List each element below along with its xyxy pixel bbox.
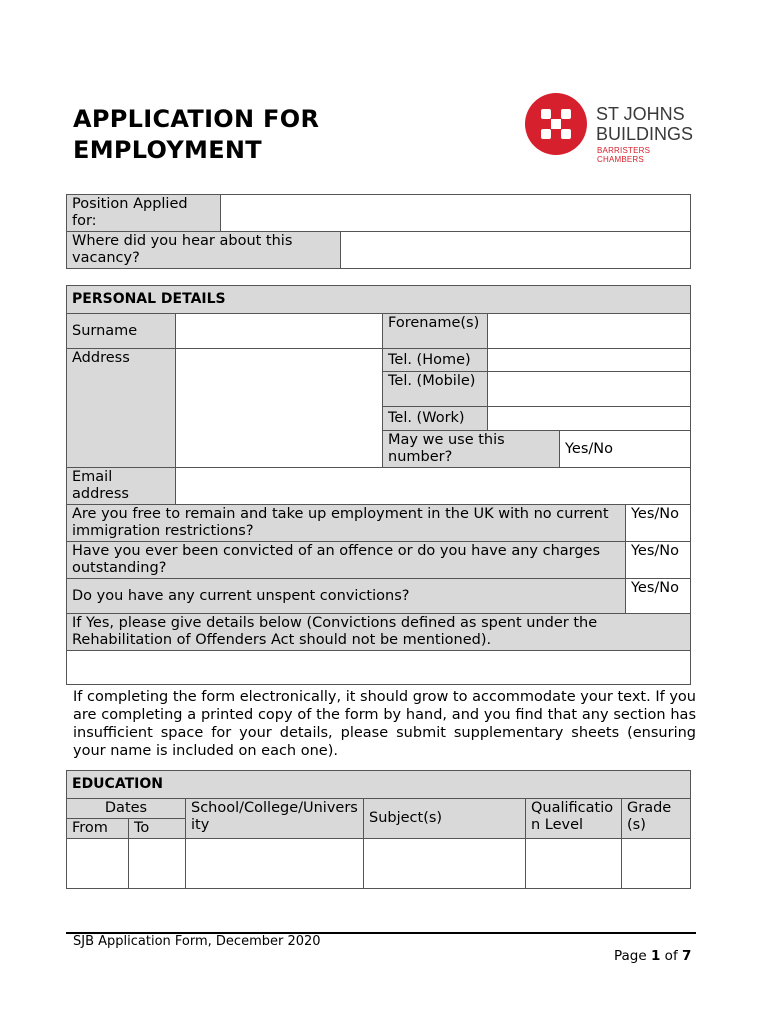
surname-input[interactable] [176, 314, 383, 349]
instruction-note: If completing the form electronically, it should grow to accommodate your text. If you are completing a printed copy of the form by hand, and you find that any section has insufficient space for your details, please submit supplementary sheets (ensuring your name is included on each one). [73, 689, 696, 759]
education-heading: EDUCATION [67, 771, 691, 799]
qualification-header: Qualification Level [526, 799, 622, 839]
immigration-yes-no[interactable]: Yes/No [626, 505, 691, 542]
immigration-question: Are you free to remain and take up employment in the UK with no current immigration restrictions? [67, 505, 626, 542]
tel-work-label: Tel. (Work) [383, 407, 488, 431]
forename-label: Forename(s) [383, 314, 488, 349]
grades-input[interactable] [622, 839, 691, 889]
to-input[interactable] [129, 839, 186, 889]
tel-mobile-input[interactable] [488, 372, 691, 407]
logo-mark-icon [524, 92, 588, 156]
details-input[interactable] [67, 651, 691, 685]
page-of: of [660, 948, 682, 964]
title-line-1: APPLICATION FOR [73, 105, 320, 133]
unspent-yes-no[interactable]: Yes/No [626, 579, 691, 614]
vacancy-input[interactable] [341, 232, 691, 269]
vacancy-label: Where did you hear about this vacancy? [67, 232, 341, 269]
title-line-2: EMPLOYMENT [73, 136, 262, 164]
address-label: Address [67, 349, 176, 468]
position-table [66, 194, 691, 269]
surname-label: Surname [67, 314, 176, 349]
logo-subtitle: BARRISTERS CHAMBERS [597, 146, 651, 164]
school-header: School/College/University [186, 799, 364, 839]
qualification-input[interactable] [526, 839, 622, 889]
tel-work-input[interactable] [488, 407, 691, 431]
subjects-input[interactable] [364, 839, 526, 889]
details-instruction: If Yes, please give details below (Convictions defined as spent under the Rehabilitation of Offenders Act should not be mentioned). [67, 614, 691, 651]
school-input[interactable] [186, 839, 364, 889]
from-header: From [67, 819, 129, 839]
may-use-yes-no[interactable]: Yes/No [560, 431, 691, 468]
footer-text: SJB Application Form, December 2020 [73, 934, 321, 949]
unspent-question: Do you have any current unspent convictions? [67, 579, 626, 614]
page-prefix: Page [614, 948, 651, 964]
grades-header: Grade(s) [622, 799, 691, 839]
logo-text-line1: ST JOHNS [596, 104, 685, 124]
logo [524, 92, 699, 164]
personal-details-heading: PERSONAL DETAILS [67, 286, 691, 314]
page-total: 7 [682, 948, 692, 964]
personal-details-table [66, 285, 691, 685]
position-input[interactable] [221, 195, 691, 232]
dates-header: Dates [67, 799, 186, 819]
forename-input[interactable] [488, 314, 691, 349]
email-label: Email address [67, 468, 176, 505]
tel-home-input[interactable] [488, 349, 691, 372]
email-input[interactable] [176, 468, 691, 505]
education-table [66, 770, 691, 889]
to-header: To [129, 819, 186, 839]
convicted-yes-no[interactable]: Yes/No [626, 542, 691, 579]
logo-text-line2: BUILDINGS [596, 124, 694, 144]
position-label: Position Applied for: [67, 195, 221, 232]
from-input[interactable] [67, 839, 129, 889]
may-use-label: May we use this number? [383, 431, 560, 468]
tel-home-label: Tel. (Home) [383, 349, 488, 372]
page-current: 1 [650, 948, 661, 964]
tel-mobile-label: Tel. (Mobile) [383, 372, 488, 407]
page-number [614, 948, 691, 964]
convicted-question: Have you ever been convicted of an offence or do you have any charges outstanding? [67, 542, 626, 579]
page-title [73, 104, 319, 166]
subjects-header: Subject(s) [364, 799, 526, 839]
address-input[interactable] [176, 349, 383, 468]
